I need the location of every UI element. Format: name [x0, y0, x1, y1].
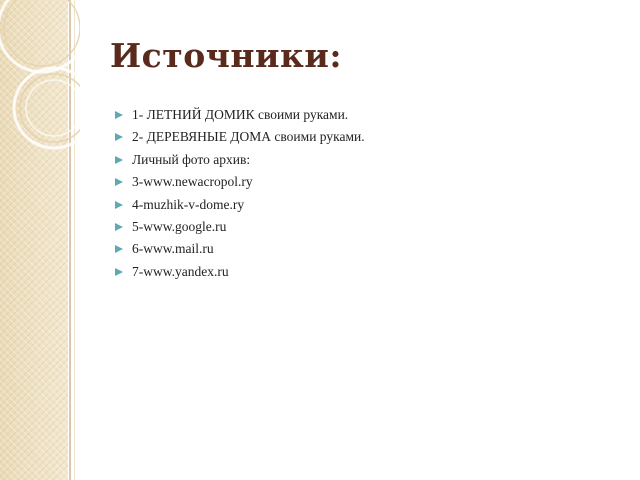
- list-item: [115, 171, 365, 193]
- list-item-text: 6-www.mail.ru: [132, 241, 214, 257]
- list-item: [115, 126, 365, 148]
- bullet-icon: [115, 223, 123, 231]
- list-item-text: 1- ЛЕТНИЙ ДОМИК своими руками.: [132, 107, 349, 122]
- sources-list: [115, 104, 365, 283]
- list-item-text: 3-www.newacropol.ry: [132, 174, 253, 190]
- list-item-text: 5-www.google.ru: [132, 218, 227, 234]
- bullet-icon: [115, 178, 123, 186]
- slide-title: Источники:: [110, 36, 343, 75]
- bullet-icon: [115, 268, 123, 276]
- bullet-icon: [115, 111, 123, 119]
- list-item-text: 7-www.yandex.ru: [132, 263, 229, 279]
- list-item: [115, 149, 365, 171]
- panel-divider: [69, 0, 71, 480]
- bullet-icon: [115, 201, 123, 209]
- list-item: [115, 216, 365, 238]
- decorative-side-panel: [0, 0, 68, 480]
- list-item-text: Личный фото архив:: [132, 151, 251, 167]
- list-item-text: 4-muzhik-v-dome.ry: [132, 196, 245, 212]
- bullet-icon: [115, 156, 123, 164]
- list-item: [115, 104, 365, 126]
- list-item: [115, 238, 365, 260]
- list-item: [115, 261, 365, 283]
- bullet-icon: [115, 245, 123, 253]
- list-item-text: 2- ДЕРЕВЯНЫЕ ДОМА своими руками.: [132, 129, 365, 145]
- panel-divider-outer: [74, 0, 75, 480]
- list-item: [115, 194, 365, 216]
- bullet-icon: [115, 133, 123, 141]
